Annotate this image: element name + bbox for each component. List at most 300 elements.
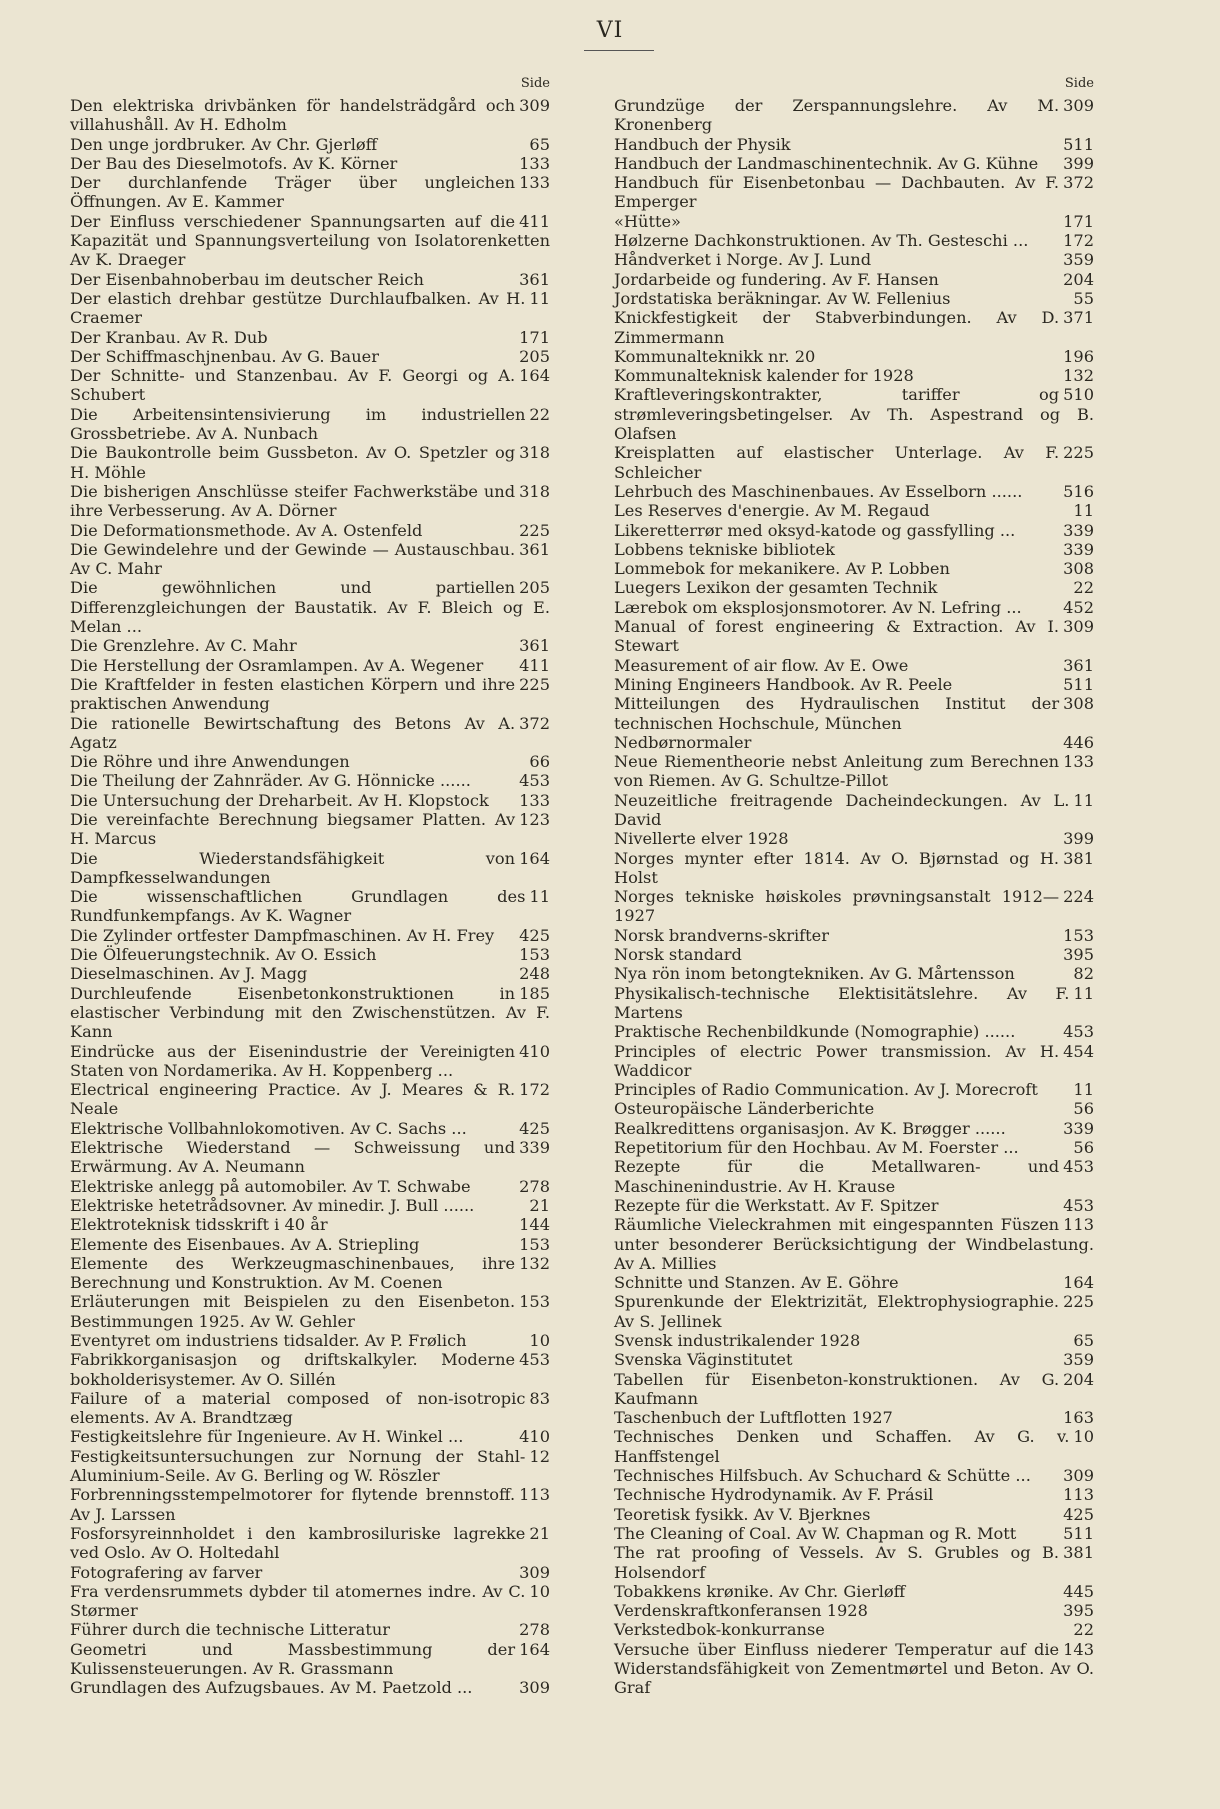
right-entries (614, 96, 1094, 1698)
entry-title: Die Herstellung der Osramlampen. Av A. Wegener (70, 655, 484, 675)
index-entry (70, 926, 550, 945)
page-reference: 196 (1063, 346, 1094, 366)
entry-title: Grundlagen des Aufzugsbaues. Av M. Paetzold ... (70, 1678, 473, 1698)
entry-title: Führer durch die technische Litteratur (70, 1620, 390, 1640)
entry-title: Die Grenzlehre. Av C. Mahr (70, 636, 297, 656)
index-entry (70, 1215, 550, 1234)
index-entry (614, 212, 1094, 231)
page-reference: 133 (519, 790, 550, 810)
entry-title: Norsk brandverns-skrifter (614, 925, 829, 945)
entry-title: Schnitte und Stanzen. Av E. Göhre (614, 1273, 899, 1293)
index-entry (614, 964, 1094, 983)
index-entry (70, 521, 550, 540)
index-entry (70, 347, 550, 366)
entry-title: Elektriske hetetrådsovner. Av minedir. J. Bull ...... (70, 1195, 475, 1215)
index-entry (614, 1196, 1094, 1215)
index-entry (70, 1485, 550, 1524)
index-entry (70, 173, 550, 212)
entry-title: Eventyret om industriens tidsalder. Av P. Frølich (70, 1331, 467, 1350)
page-reference: 123 (519, 809, 550, 829)
page-reference: 411 (519, 211, 550, 231)
entry-title: Die Baukontrolle beim Gussbeton. Av O. Spetzler og H. Möhle (70, 443, 516, 482)
page-reference: 113 (1063, 1485, 1094, 1505)
index-entry (614, 482, 1094, 501)
entry-title: Die Theilung der Zahnräder. Av G. Hönnicke ...... (70, 771, 471, 791)
entry-title: Technische Hydrodynamik. Av F. Prásil (614, 1485, 934, 1505)
index-entry (70, 1427, 550, 1446)
entry-title: Electrical engineering Practice. Av J. Meares & R. Neale (70, 1080, 516, 1119)
index-entry (614, 501, 1094, 520)
index-entry (614, 443, 1094, 482)
index-entry (70, 1447, 550, 1486)
entry-title: Nya rön inom betongtekniken. Av G. Mårtensson (614, 964, 1015, 984)
entry-title: Spurenkunde der Elektrizität, Elektrophysiographie. Av S. Jellinek (614, 1292, 1060, 1331)
page-reference: 21 (529, 1523, 550, 1543)
entry-title: Festigkeitslehre für Ingenieure. Av H. Winkel ... (70, 1427, 464, 1447)
page-reference: 339 (1063, 520, 1094, 540)
index-entry (614, 540, 1094, 559)
index-entry (70, 810, 550, 849)
page-reference: 133 (519, 153, 550, 173)
entry-title: Principles of electric Power transmission. Av H. Waddicor (614, 1041, 1060, 1080)
page-reference: 11 (1073, 983, 1094, 1003)
index-entry (70, 270, 550, 289)
index-entry (614, 1620, 1094, 1639)
page-reference: 453 (519, 1350, 550, 1370)
entry-title: Der Bau des Dieselmotofs. Av K. Körner (70, 153, 398, 173)
page-number: VI (596, 18, 624, 43)
page-reference: 339 (519, 1138, 550, 1158)
page-reference: 11 (1073, 1080, 1094, 1100)
page-reference: 425 (1063, 1504, 1094, 1524)
page-reference: 453 (1063, 1195, 1094, 1215)
entry-title: Lærebok om eksplosjonsmotorer. Av N. Lefring ... (614, 597, 1022, 617)
entry-title: Die Zylinder ortfester Dampfmaschinen. Av H. Frey (70, 925, 495, 945)
entry-title: Knickfestigkeit der Stabverbindungen. Av D. Zimmermann (614, 308, 1060, 347)
index-entry (614, 289, 1094, 308)
index-entry (614, 926, 1094, 945)
index-entry (70, 1350, 550, 1389)
index-entry (614, 385, 1094, 443)
index-entry (614, 733, 1094, 752)
page-reference: 425 (519, 1118, 550, 1138)
entry-title: Likeretterrør med oksyd-katode og gassfylling ... (614, 520, 1016, 540)
page-reference: 83 (529, 1388, 550, 1408)
entry-title: Svensk industrikalender 1928 (614, 1331, 861, 1350)
index-entry (614, 1582, 1094, 1601)
page-reference: 22 (529, 404, 550, 424)
entry-title: Svenska Väginstitutet (614, 1350, 793, 1370)
page-reference: 66 (529, 752, 550, 772)
entry-title: Versuche über Einfluss niederer Temperatur auf die Widerstandsfähigkeit von Zementmørtel und Beton. Av O. Graf (614, 1639, 1094, 1698)
page-reference: 248 (519, 964, 550, 984)
entry-title: Manual of forest engineering & Extraction. Av I. Stewart (614, 617, 1060, 656)
page-reference: 204 (1063, 269, 1094, 289)
page-reference: 309 (519, 96, 550, 115)
entry-title: Norges tekniske høiskoles prøvningsanstalt 1912—1927 (614, 887, 1060, 926)
page-reference: 425 (519, 925, 550, 945)
index-entry (614, 984, 1094, 1023)
page-reference: 361 (1063, 655, 1094, 675)
index-entry (614, 791, 1094, 830)
page-reference: 65 (529, 134, 550, 154)
page-reference: 171 (1063, 211, 1094, 231)
entry-title: Der Schnitte- und Stanzenbau. Av F. Georgi og A. Schubert (70, 366, 516, 405)
page-reference: 318 (519, 481, 550, 501)
page-reference: 163 (1063, 1408, 1094, 1428)
page-reference: 12 (529, 1446, 550, 1466)
index-entry (614, 752, 1094, 791)
index-entry (70, 964, 550, 983)
page-reference: 204 (1063, 1369, 1094, 1389)
index-entry (614, 598, 1094, 617)
page-reference: 399 (1063, 153, 1094, 173)
entry-title: Die Untersuchung der Dreharbeit. Av H. Klopstock (70, 790, 489, 810)
index-entry (614, 1215, 1094, 1273)
entry-title: Les Reserves d'energie. Av M. Regaud (614, 501, 930, 521)
page-reference: 11 (1073, 790, 1094, 810)
index-entry (70, 540, 550, 579)
entry-title: Die Gewindelehre und der Gewinde — Austauschbau. Av C. Mahr (70, 539, 516, 579)
page-reference: 205 (519, 578, 550, 598)
index-entry (614, 829, 1094, 848)
index-entry (70, 887, 550, 926)
page-reference: 361 (519, 636, 550, 656)
page-reference: 133 (1063, 752, 1094, 772)
index-entry (70, 714, 550, 753)
index-entry (70, 984, 550, 1042)
entry-title: Neuzeitliche freitragende Dacheindeckungen. Av L. David (614, 790, 1070, 829)
entry-title: Nedbørnormaler (614, 732, 752, 752)
entry-title: Fosforsyreinnholdet i den kambrosiluriske lagrekke ved Oslo. Av O. Holtedahl (70, 1523, 526, 1563)
index-entry (70, 1196, 550, 1215)
page-reference: 339 (1063, 1118, 1094, 1138)
index-entry (70, 656, 550, 675)
entry-title: Physikalisch-technische Elektisitätslehre. Av F. Martens (614, 983, 1070, 1022)
page-reference: 339 (1063, 539, 1094, 559)
index-entry (70, 1524, 550, 1563)
index-entry (614, 1408, 1094, 1427)
page-reference: 224 (1063, 887, 1094, 907)
page-reference: 359 (1063, 250, 1094, 270)
entry-title: Technisches Hilfsbuch. Av Schuchard & Schütte ... (614, 1466, 1031, 1486)
page-reference: 308 (1063, 694, 1094, 714)
entry-title: Håndverket i Norge. Av J. Lund (614, 250, 872, 270)
page-reference: 309 (519, 1562, 550, 1582)
index-entry (70, 578, 550, 636)
page-reference: 11 (1073, 501, 1094, 521)
entry-title: Neue Riementheorie nebst Anleitung zum Berechnen von Riemen. Av G. Schultze-Pillot (614, 752, 1060, 791)
entry-title: Der elastich drehbar gestütze Durchlaufbalken. Av H. Craemer (70, 288, 526, 328)
entry-title: Die Ölfeuerungstechnik. Av O. Essich (70, 945, 377, 965)
entry-title: Der Eisenbahnoberbau im deutscher Reich (70, 269, 424, 289)
entry-title: Tobakkens krønike. Av Chr. Gierløff (614, 1581, 906, 1601)
index-entry (70, 791, 550, 810)
page-reference: 318 (519, 443, 550, 463)
left-column (70, 76, 550, 1698)
page-reference: 308 (1063, 559, 1094, 579)
entry-title: «Hütte» (614, 211, 681, 231)
entry-title: Der Schiffmaschjnenbau. Av G. Bauer (70, 346, 379, 366)
entry-title: Die Arbeitensintensivierung im industriellen Grossbetriebe. Av A. Nunbach (70, 404, 526, 444)
index-entry (70, 1042, 550, 1081)
page-reference: 372 (1063, 173, 1094, 193)
entry-title: Technisches Denken und Schaffen. Av G. v. Hanffstengel (614, 1427, 1070, 1466)
entry-title: Measurement of air flow. Av E. Owe (614, 655, 909, 675)
page-reference: 11 (529, 288, 550, 308)
index-entry (70, 289, 550, 328)
entry-title: Rezepte für die Metallwaren- und Maschinenindustrie. Av H. Krause (614, 1157, 1060, 1196)
entry-title: Lehrbuch des Maschinenbaues. Av Esselborn ...... (614, 481, 1023, 501)
entry-title: Die vereinfachte Berechnung biegsamer Platten. Av H. Marcus (70, 809, 516, 849)
entry-title: Lommebok for mekanikere. Av P. Lobben (614, 559, 950, 579)
entry-title: Räumliche Vieleckrahmen mit eingespannten Füszen unter besonderer Berücksichtigung der Windbelastung. Av A. Millies (614, 1215, 1094, 1273)
index-entry (70, 328, 550, 347)
left-entries (70, 96, 550, 1698)
page-reference: 452 (1063, 597, 1094, 617)
index-entry (614, 1157, 1094, 1196)
page-reference: 153 (519, 1292, 550, 1312)
page-reference: 22 (1073, 578, 1094, 598)
index-entry (70, 366, 550, 405)
page-reference: 205 (519, 346, 550, 366)
page-reference: 56 (1073, 1138, 1094, 1158)
page-reference: 410 (519, 1041, 550, 1061)
page-reference: 510 (1063, 385, 1094, 405)
page-reference: 372 (519, 713, 550, 733)
page-reference: 172 (519, 1080, 550, 1100)
page-reference: 225 (1063, 1292, 1094, 1312)
entry-title: Der Kranbau. Av R. Dub (70, 327, 268, 347)
entry-title: Kraftleveringskontrakter, tariffer og strømleveringsbetingelser. Av Th. Aspestrand og B. Olafsen (614, 385, 1094, 444)
entry-title: Fabrikkorganisasjon og driftskalkyler. Moderne bokholderisystemer. Av O. Sillén (70, 1350, 516, 1389)
index-entry (614, 675, 1094, 694)
entry-title: Forbrenningsstempelmotorer for flytende brennstoff. Av J. Larssen (70, 1485, 516, 1524)
index-entry (70, 154, 550, 173)
index-entry (614, 135, 1094, 154)
index-entry (70, 1177, 550, 1196)
page-reference: 359 (1063, 1350, 1094, 1370)
index-entry (70, 1640, 550, 1679)
page-reference: 164 (1063, 1273, 1094, 1293)
page-reference: 361 (519, 539, 550, 559)
entry-title: Fra verdensrummets dybder til atomernes indre. Av C. Størmer (70, 1581, 526, 1621)
entry-title: Lobbens tekniske bibliotek (614, 539, 835, 559)
entry-title: Mitteilungen des Hydraulischen Institut der technischen Hochschule, München (614, 694, 1060, 733)
page-reference: 225 (1063, 443, 1094, 463)
index-entry (614, 96, 1094, 135)
page-reference: 309 (1063, 617, 1094, 637)
entry-title: Praktische Rechenbildkunde (Nomographie) ...... (614, 1022, 1016, 1042)
entry-title: Realkredittens organisasjon. Av K. Brøgger ...... (614, 1118, 1006, 1138)
entry-title: The rat proofing of Vessels. Av S. Grubles og B. Holsendorf (614, 1543, 1060, 1582)
page-reference: 132 (1063, 366, 1094, 386)
index-entry (614, 1466, 1094, 1485)
page-reference: 395 (1063, 1601, 1094, 1621)
entry-title: Erläuterungen mit Beispielen zu den Eisenbeton. Bestimmungen 1925. Av W. Gehler (70, 1292, 516, 1331)
page-reference: 516 (1063, 481, 1094, 501)
entry-title: Grundzüge der Zerspannungslehre. Av M. Kronenberg (614, 96, 1060, 135)
page-reference: 10 (529, 1331, 550, 1350)
entry-title: Die Deformationsmethode. Av A. Ostenfeld (70, 520, 423, 540)
entry-title: Norges mynter efter 1814. Av O. Bjørnstad og H. Holst (614, 848, 1060, 887)
entry-title: Eindrücke aus der Eisenindustrie der Vereinigten Staten von Nordamerika. Av H. Koppenberg ... (70, 1041, 516, 1080)
entry-title: Den unge jordbruker. Av Chr. Gjerløff (70, 134, 378, 154)
entry-title: Der Einfluss verschiedener Spannungsarten auf die Kapazität und Spannungsverteilung von Isolatorenketten Av K. Draeger (70, 211, 550, 270)
index-entry (614, 559, 1094, 578)
page-reference: 454 (1063, 1041, 1094, 1061)
index-entry (70, 1582, 550, 1621)
index-entry (614, 173, 1094, 212)
index-entry (614, 1640, 1094, 1698)
index-entry (614, 1022, 1094, 1041)
page-reference: 143 (1063, 1639, 1094, 1659)
entry-title: Die gewöhnlichen und partiellen Differenzgleichungen der Baustatik. Av F. Bleich og E. Melan ... (70, 578, 550, 637)
index-entry (614, 1119, 1094, 1138)
entry-title: Tabellen für Eisenbeton-konstruktionen. Av G. Kaufmann (614, 1369, 1060, 1408)
index-entry (614, 694, 1094, 733)
index-entry (70, 1563, 550, 1582)
page-reference: 511 (1063, 1523, 1094, 1543)
page-reference: 153 (519, 1234, 550, 1254)
page-reference: 410 (519, 1427, 550, 1447)
entry-title: Elektrische Wiederstand — Schweissung und Erwärmung. Av A. Neumann (70, 1138, 516, 1177)
index-entry (70, 771, 550, 790)
entry-title: Verdenskraftkonferansen 1928 (614, 1601, 868, 1621)
entry-title: Taschenbuch der Luftflotten 1927 (614, 1408, 893, 1428)
index-entry (70, 482, 550, 521)
page-reference: 164 (519, 848, 550, 868)
page-reference: 511 (1063, 674, 1094, 694)
index-entry (614, 1042, 1094, 1081)
index-entry (614, 1080, 1094, 1099)
page-reference: 11 (529, 887, 550, 907)
index-entry (614, 945, 1094, 964)
page-reference: 65 (1073, 1331, 1094, 1350)
entry-title: Den elektriska drivbänken för handelsträdgård och villahushåll. Av H. Edholm (70, 96, 516, 135)
entry-title: Teoretisk fysikk. Av V. Bjerknes (614, 1504, 871, 1524)
entry-title: Kommunalteknikk nr. 20 (614, 346, 816, 366)
page-reference: 10 (529, 1581, 550, 1601)
index-entry (614, 1427, 1094, 1466)
index-entry (614, 1370, 1094, 1409)
index-entry (614, 347, 1094, 366)
page-reference: 56 (1073, 1099, 1094, 1119)
entry-title: Geometri und Massbestimmung der Kulissensteuerungen. Av R. Grassmann (70, 1639, 516, 1679)
entry-title: Luegers Lexikon der gesamten Technik (614, 578, 938, 598)
index-entry (614, 1273, 1094, 1292)
page-reference: 446 (1063, 732, 1094, 752)
entry-title: Handbuch für Eisenbetonbau — Dachbauten. Av F. Emperger (614, 173, 1060, 212)
entry-title: Die bisherigen Anschlüsse steifer Fachwerkstäbe und ihre Verbesserung. Av A. Dörner (70, 481, 516, 521)
entry-title: Elektrische Vollbahnlokomotiven. Av C. Sachs ... (70, 1118, 467, 1138)
page-number-rule (584, 50, 654, 51)
index-entry (614, 849, 1094, 888)
entry-title: Elemente des Werkzeugmaschinenbaues, ihre Berechnung und Konstruktion. Av M. Coenen (70, 1253, 516, 1293)
page-reference: 309 (519, 1678, 550, 1698)
index-entry (70, 1119, 550, 1138)
entry-title: Hølzerne Dachkonstruktionen. Av Th. Gesteschi ... (614, 231, 1029, 251)
page-reference: 399 (1063, 829, 1094, 849)
index-entry (614, 1331, 1094, 1350)
entry-title: Jordarbeide og fundering. Av F. Hansen (614, 269, 939, 289)
page-reference: 164 (519, 1639, 550, 1659)
index-entry (70, 1235, 550, 1254)
page-reference: 511 (1063, 134, 1094, 154)
entry-title: The Cleaning of Coal. Av W. Chapman og R. Mott (614, 1523, 1017, 1543)
index-entry (614, 1292, 1094, 1331)
entry-title: Rezepte für die Werkstatt. Av F. Spitzer (614, 1195, 939, 1215)
entry-title: Die Röhre und ihre Anwendungen (70, 752, 350, 772)
page-reference: 453 (519, 771, 550, 791)
page-reference: 395 (1063, 945, 1094, 965)
page-reference: 411 (519, 655, 550, 675)
index-entry (614, 1524, 1094, 1543)
entry-title: Die Kraftfelder in festen elastichen Körpern und ihre praktischen Anwendung (70, 674, 516, 714)
index-entry (614, 366, 1094, 385)
index-entry (70, 752, 550, 771)
entry-title: Kreisplatten auf elastischer Unterlage. Av F. Schleicher (614, 443, 1060, 482)
page-reference: 225 (519, 674, 550, 694)
index-entry (70, 405, 550, 444)
index-entry (614, 231, 1094, 250)
page-reference: 453 (1063, 1157, 1094, 1177)
index-entry (614, 656, 1094, 675)
page-reference: 172 (1063, 231, 1094, 251)
entry-title: Handbuch der Physik (614, 134, 791, 154)
entry-title: Nivellerte elver 1928 (614, 829, 789, 849)
page-reference: 133 (519, 173, 550, 193)
entry-title: Principles of Radio Communication. Av J. Morecroft (614, 1080, 1038, 1100)
index-entry (614, 1505, 1094, 1524)
index-entry (70, 1292, 550, 1331)
index-entry (70, 1620, 550, 1639)
entry-title: Die Wiederstandsfähigkeit von Dampfkesselwandungen (70, 848, 516, 887)
page-reference: 10 (1073, 1427, 1094, 1447)
page-reference: 371 (1063, 308, 1094, 328)
page-reference: 453 (1063, 1022, 1094, 1042)
page-reference: 381 (1063, 848, 1094, 868)
page-reference: 153 (519, 945, 550, 965)
entry-title: Repetitorium für den Hochbau. Av M. Foerster ... (614, 1138, 1019, 1158)
entry-title: Elektroteknisk tidsskrift i 40 år (70, 1215, 328, 1235)
entry-title: Elemente des Eisenbaues. Av A. Striepling (70, 1234, 420, 1254)
index-entry (70, 135, 550, 154)
index-entry (70, 96, 550, 135)
page-reference: 153 (1063, 925, 1094, 945)
index-entry (614, 617, 1094, 656)
index-entry (614, 887, 1094, 926)
entry-title: Die wissenschaftlichen Grundlagen des Rundfunkempfangs. Av K. Wagner (70, 887, 526, 926)
index-entry (614, 250, 1094, 269)
index-entry (70, 849, 550, 888)
entry-title: Kommunalteknisk kalender for 1928 (614, 366, 914, 386)
page-reference: 171 (519, 327, 550, 347)
index-entry (70, 1254, 550, 1293)
entry-title: Jordstatiska beräkningar. Av W. Fellenius (614, 288, 951, 308)
entry-title: Fotografering av farver (70, 1562, 263, 1582)
page-reference: 361 (519, 269, 550, 289)
page-reference: 309 (1063, 1466, 1094, 1486)
entry-title: Die rationelle Bewirtschaftung des Betons Av A. Agatz (70, 713, 516, 752)
index-entry (614, 1485, 1094, 1504)
page-reference: 445 (1063, 1581, 1094, 1601)
index-entry (614, 270, 1094, 289)
index-entry (70, 945, 550, 964)
page-reference: 144 (519, 1215, 550, 1235)
page-reference: 55 (1073, 288, 1094, 308)
page-reference: 21 (529, 1195, 550, 1215)
